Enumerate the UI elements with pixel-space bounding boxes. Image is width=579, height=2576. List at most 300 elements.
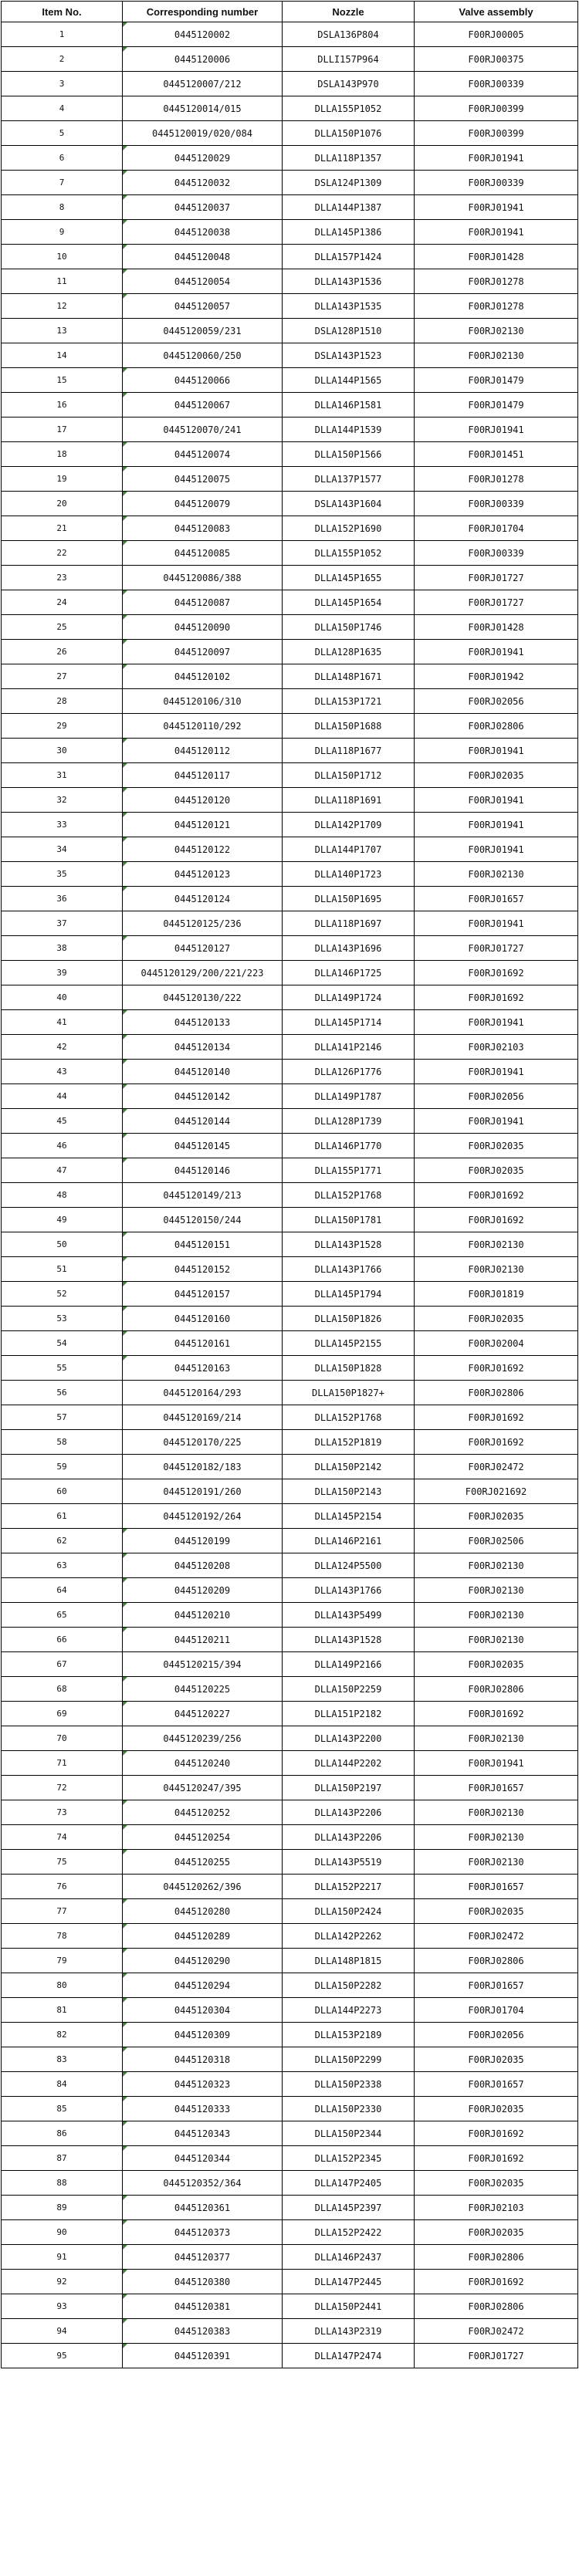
table-row bbox=[2, 1973, 578, 1998]
valve-assembly-cell: F00RJ01941 bbox=[415, 813, 578, 837]
table-row bbox=[2, 442, 578, 467]
table-row bbox=[2, 467, 578, 492]
table-row bbox=[2, 2023, 578, 2047]
table-row bbox=[2, 911, 578, 936]
item-no-cell: 57 bbox=[2, 1405, 123, 1430]
valve-assembly-cell: F00RJ01692 bbox=[415, 2121, 578, 2146]
table-row bbox=[2, 1504, 578, 1529]
corresponding-number-cell: 0445120255 bbox=[123, 1850, 283, 1875]
table-row bbox=[2, 1405, 578, 1430]
valve-assembly-cell: F00RJ00399 bbox=[415, 121, 578, 146]
table-row bbox=[2, 1356, 578, 1381]
table-row bbox=[2, 1430, 578, 1455]
valve-assembly-cell: F00RJ02130 bbox=[415, 1578, 578, 1603]
table-row bbox=[2, 1134, 578, 1158]
nozzle-cell: DLLA150P1781 bbox=[283, 1208, 415, 1232]
nozzle-cell: DLLA143P1528 bbox=[283, 1628, 415, 1652]
nozzle-cell: DLLI157P964 bbox=[283, 47, 415, 72]
nozzle-cell: DLLA153P2189 bbox=[283, 2023, 415, 2047]
item-no-cell: 22 bbox=[2, 541, 123, 566]
table-row bbox=[2, 1899, 578, 1924]
corresponding-number-cell: 0445120144 bbox=[123, 1109, 283, 1134]
table-row bbox=[2, 1553, 578, 1578]
nozzle-cell: DLLA152P2345 bbox=[283, 2146, 415, 2171]
nozzle-cell: DLLA152P1690 bbox=[283, 516, 415, 541]
table-row bbox=[2, 1109, 578, 1134]
corresponding-number-cell: 0445120074 bbox=[123, 442, 283, 467]
table-row bbox=[2, 1726, 578, 1751]
table-row bbox=[2, 1479, 578, 1504]
nozzle-cell: DLLA146P2437 bbox=[283, 2245, 415, 2270]
item-no-cell: 11 bbox=[2, 269, 123, 294]
nozzle-cell: DLLA150P1076 bbox=[283, 121, 415, 146]
nozzle-cell: DLLA155P1771 bbox=[283, 1158, 415, 1183]
nozzle-cell: DLLA118P1677 bbox=[283, 739, 415, 763]
corresponding-number-cell: 0445120133 bbox=[123, 1010, 283, 1035]
corresponding-number-cell: 0445120037 bbox=[123, 195, 283, 220]
item-no-cell: 54 bbox=[2, 1331, 123, 1356]
corresponding-number-cell: 0445120240 bbox=[123, 1751, 283, 1776]
nozzle-cell: DLLA152P1768 bbox=[283, 1183, 415, 1208]
nozzle-cell: DLLA143P1535 bbox=[283, 294, 415, 319]
item-no-cell: 17 bbox=[2, 418, 123, 442]
nozzle-cell: DLLA150P2424 bbox=[283, 1899, 415, 1924]
valve-assembly-cell: F00RJ01692 bbox=[415, 1702, 578, 1726]
nozzle-cell: DLLA150P2143 bbox=[283, 1479, 415, 1504]
item-no-cell: 70 bbox=[2, 1726, 123, 1751]
valve-assembly-cell: F00RJ02035 bbox=[415, 1504, 578, 1529]
corresponding-number-cell: 0445120157 bbox=[123, 1282, 283, 1307]
item-no-cell: 47 bbox=[2, 1158, 123, 1183]
item-no-cell: 78 bbox=[2, 1924, 123, 1949]
corresponding-number-cell: 0445120090 bbox=[123, 615, 283, 640]
valve-assembly-cell: F00RJ02035 bbox=[415, 1899, 578, 1924]
nozzle-cell: DLLA155P1052 bbox=[283, 541, 415, 566]
item-no-cell: 19 bbox=[2, 467, 123, 492]
nozzle-cell: DLLA146P2161 bbox=[283, 1529, 415, 1553]
nozzle-cell: DLLA150P1828 bbox=[283, 1356, 415, 1381]
table-row bbox=[2, 1010, 578, 1035]
table-row bbox=[2, 319, 578, 343]
corresponding-number-cell: 0445120215/394 bbox=[123, 1652, 283, 1677]
table-row bbox=[2, 2121, 578, 2146]
item-no-cell: 38 bbox=[2, 936, 123, 961]
nozzle-cell: DLLA142P1709 bbox=[283, 813, 415, 837]
nozzle-cell: DLLA128P1739 bbox=[283, 1109, 415, 1134]
corresponding-number-cell: 0445120333 bbox=[123, 2097, 283, 2121]
valve-assembly-cell: F00RJ00375 bbox=[415, 47, 578, 72]
corresponding-number-cell: 0445120120 bbox=[123, 788, 283, 813]
corresponding-number-cell: 0445120191/260 bbox=[123, 1479, 283, 1504]
valve-assembly-cell: F00RJ02035 bbox=[415, 2047, 578, 2072]
table-row bbox=[2, 1949, 578, 1973]
nozzle-cell: DLLA150P1826 bbox=[283, 1307, 415, 1331]
corresponding-number-cell: 0445120294 bbox=[123, 1973, 283, 1998]
corresponding-number-cell: 0445120127 bbox=[123, 936, 283, 961]
table-row bbox=[2, 1677, 578, 1702]
corresponding-number-cell: 0445120170/225 bbox=[123, 1430, 283, 1455]
item-no-cell: 85 bbox=[2, 2097, 123, 2121]
table-row bbox=[2, 985, 578, 1010]
item-no-cell: 27 bbox=[2, 664, 123, 689]
table-row bbox=[2, 1307, 578, 1331]
valve-assembly-cell: F00RJ02035 bbox=[415, 763, 578, 788]
table-row bbox=[2, 1702, 578, 1726]
corresponding-number-cell: 0445120262/396 bbox=[123, 1875, 283, 1899]
table-row bbox=[2, 788, 578, 813]
corresponding-number-cell: 0445120239/256 bbox=[123, 1726, 283, 1751]
valve-assembly-cell: F00RJ01941 bbox=[415, 220, 578, 245]
table-row bbox=[2, 1800, 578, 1825]
header-corresponding-number: Corresponding number bbox=[123, 2, 283, 22]
valve-assembly-cell: F00RJ01941 bbox=[415, 640, 578, 664]
valve-assembly-cell: F00RJ01942 bbox=[415, 664, 578, 689]
corresponding-number-cell: 0445120352/364 bbox=[123, 2171, 283, 2196]
table-row bbox=[2, 492, 578, 516]
valve-assembly-cell: F00RJ01657 bbox=[415, 1973, 578, 1998]
corresponding-number-cell: 0445120007/212 bbox=[123, 72, 283, 96]
valve-assembly-cell: F00RJ021692 bbox=[415, 1479, 578, 1504]
item-no-cell: 84 bbox=[2, 2072, 123, 2097]
corresponding-number-cell: 0445120087 bbox=[123, 590, 283, 615]
valve-assembly-cell: F00RJ01692 bbox=[415, 1430, 578, 1455]
item-no-cell: 48 bbox=[2, 1183, 123, 1208]
item-no-cell: 82 bbox=[2, 2023, 123, 2047]
table-row bbox=[2, 1875, 578, 1899]
valve-assembly-cell: F00RJ02130 bbox=[415, 862, 578, 887]
table-row bbox=[2, 368, 578, 393]
corresponding-number-cell: 0445120054 bbox=[123, 269, 283, 294]
table-row bbox=[2, 1924, 578, 1949]
nozzle-cell: DLLA149P1724 bbox=[283, 985, 415, 1010]
corresponding-number-cell: 0445120048 bbox=[123, 245, 283, 269]
table-row bbox=[2, 22, 578, 47]
valve-assembly-cell: F00RJ02130 bbox=[415, 319, 578, 343]
nozzle-cell: DLLA153P1721 bbox=[283, 689, 415, 714]
valve-assembly-cell: F00RJ02035 bbox=[415, 1307, 578, 1331]
table-row bbox=[2, 245, 578, 269]
item-no-cell: 58 bbox=[2, 1430, 123, 1455]
corresponding-number-cell: 0445120106/310 bbox=[123, 689, 283, 714]
table-row bbox=[2, 2319, 578, 2344]
table-row bbox=[2, 640, 578, 664]
table-row bbox=[2, 1257, 578, 1282]
corresponding-number-cell: 0445120304 bbox=[123, 1998, 283, 2023]
table-row bbox=[2, 393, 578, 418]
nozzle-cell: DLLA143P5519 bbox=[283, 1850, 415, 1875]
valve-assembly-cell: F00RJ01727 bbox=[415, 566, 578, 590]
nozzle-cell: DLLA145P1654 bbox=[283, 590, 415, 615]
corresponding-number-cell: 0445120151 bbox=[123, 1232, 283, 1257]
item-no-cell: 20 bbox=[2, 492, 123, 516]
item-no-cell: 90 bbox=[2, 2220, 123, 2245]
header-row bbox=[2, 2, 578, 22]
table-row bbox=[2, 590, 578, 615]
valve-assembly-cell: F00RJ01941 bbox=[415, 1010, 578, 1035]
corresponding-number-cell: 0445120208 bbox=[123, 1553, 283, 1578]
valve-assembly-cell: F00RJ02130 bbox=[415, 1628, 578, 1652]
corresponding-number-cell: 0445120247/395 bbox=[123, 1776, 283, 1800]
nozzle-cell: DSLA143P1523 bbox=[283, 343, 415, 368]
valve-assembly-cell: F00RJ02056 bbox=[415, 689, 578, 714]
parts-table bbox=[1, 1, 578, 2368]
item-no-cell: 33 bbox=[2, 813, 123, 837]
item-no-cell: 41 bbox=[2, 1010, 123, 1035]
table-row bbox=[2, 1825, 578, 1850]
item-no-cell: 87 bbox=[2, 2146, 123, 2171]
table-row bbox=[2, 1652, 578, 1677]
item-no-cell: 49 bbox=[2, 1208, 123, 1232]
table-row bbox=[2, 1232, 578, 1257]
valve-assembly-cell: F00RJ02506 bbox=[415, 1529, 578, 1553]
item-no-cell: 79 bbox=[2, 1949, 123, 1973]
corresponding-number-cell: 0445120125/236 bbox=[123, 911, 283, 936]
table-row bbox=[2, 615, 578, 640]
corresponding-number-cell: 0445120209 bbox=[123, 1578, 283, 1603]
valve-assembly-cell: F00RJ01819 bbox=[415, 1282, 578, 1307]
table-row bbox=[2, 343, 578, 368]
table-row bbox=[2, 2146, 578, 2171]
item-no-cell: 83 bbox=[2, 2047, 123, 2072]
item-no-cell: 45 bbox=[2, 1109, 123, 1134]
valve-assembly-cell: F00RJ01278 bbox=[415, 294, 578, 319]
item-no-cell: 61 bbox=[2, 1504, 123, 1529]
corresponding-number-cell: 0445120057 bbox=[123, 294, 283, 319]
nozzle-cell: DLLA143P1766 bbox=[283, 1257, 415, 1282]
item-no-cell: 44 bbox=[2, 1084, 123, 1109]
item-no-cell: 21 bbox=[2, 516, 123, 541]
item-no-cell: 53 bbox=[2, 1307, 123, 1331]
valve-assembly-cell: F00RJ02806 bbox=[415, 1949, 578, 1973]
nozzle-cell: DLLA146P1725 bbox=[283, 961, 415, 985]
table-row bbox=[2, 2270, 578, 2294]
nozzle-cell: DLLA137P1577 bbox=[283, 467, 415, 492]
header-nozzle: Nozzle bbox=[283, 2, 415, 22]
item-no-cell: 40 bbox=[2, 985, 123, 1010]
table-row bbox=[2, 1529, 578, 1553]
valve-assembly-cell: F00RJ01278 bbox=[415, 269, 578, 294]
valve-assembly-cell: F00RJ02130 bbox=[415, 1232, 578, 1257]
item-no-cell: 64 bbox=[2, 1578, 123, 1603]
nozzle-cell: DLLA144P2202 bbox=[283, 1751, 415, 1776]
nozzle-cell: DLLA148P1671 bbox=[283, 664, 415, 689]
nozzle-cell: DLLA140P1723 bbox=[283, 862, 415, 887]
nozzle-cell: DLLA150P2259 bbox=[283, 1677, 415, 1702]
nozzle-cell: DLLA143P2319 bbox=[283, 2319, 415, 2344]
nozzle-cell: DLLA149P2166 bbox=[283, 1652, 415, 1677]
valve-assembly-cell: F00RJ02130 bbox=[415, 1825, 578, 1850]
nozzle-cell: DLLA144P1539 bbox=[283, 418, 415, 442]
nozzle-cell: DLLA145P2154 bbox=[283, 1504, 415, 1529]
nozzle-cell: DLLA147P2474 bbox=[283, 2344, 415, 2368]
item-no-cell: 32 bbox=[2, 788, 123, 813]
valve-assembly-cell: F00RJ02130 bbox=[415, 1800, 578, 1825]
table-row bbox=[2, 516, 578, 541]
valve-assembly-cell: F00RJ01704 bbox=[415, 516, 578, 541]
item-no-cell: 24 bbox=[2, 590, 123, 615]
corresponding-number-cell: 0445120280 bbox=[123, 1899, 283, 1924]
valve-assembly-cell: F00RJ01428 bbox=[415, 615, 578, 640]
valve-assembly-cell: F00RJ01727 bbox=[415, 936, 578, 961]
corresponding-number-cell: 0445120227 bbox=[123, 1702, 283, 1726]
valve-assembly-cell: F00RJ01692 bbox=[415, 2270, 578, 2294]
corresponding-number-cell: 0445120210 bbox=[123, 1603, 283, 1628]
valve-assembly-cell: F00RJ01941 bbox=[415, 1751, 578, 1776]
table-row bbox=[2, 146, 578, 171]
valve-assembly-cell: F00RJ01479 bbox=[415, 393, 578, 418]
nozzle-cell: DLLA150P2282 bbox=[283, 1973, 415, 1998]
nozzle-cell: DLLA143P1696 bbox=[283, 936, 415, 961]
table-row bbox=[2, 96, 578, 121]
item-no-cell: 55 bbox=[2, 1356, 123, 1381]
item-no-cell: 91 bbox=[2, 2245, 123, 2270]
table-row bbox=[2, 2072, 578, 2097]
nozzle-cell: DLLA124P5500 bbox=[283, 1553, 415, 1578]
valve-assembly-cell: F00RJ01692 bbox=[415, 1356, 578, 1381]
valve-assembly-cell: F00RJ02056 bbox=[415, 2023, 578, 2047]
table-row bbox=[2, 2220, 578, 2245]
item-no-cell: 72 bbox=[2, 1776, 123, 1800]
table-row bbox=[2, 418, 578, 442]
corresponding-number-cell: 0445120130/222 bbox=[123, 985, 283, 1010]
nozzle-cell: DLLA150P2299 bbox=[283, 2047, 415, 2072]
corresponding-number-cell: 0445120309 bbox=[123, 2023, 283, 2047]
valve-assembly-cell: F00RJ00005 bbox=[415, 22, 578, 47]
table-row bbox=[2, 1998, 578, 2023]
corresponding-number-cell: 0445120145 bbox=[123, 1134, 283, 1158]
nozzle-cell: DLLA143P2206 bbox=[283, 1825, 415, 1850]
valve-assembly-cell: F00RJ01657 bbox=[415, 1875, 578, 1899]
nozzle-cell: DLLA147P2405 bbox=[283, 2171, 415, 2196]
corresponding-number-cell: 0445120381 bbox=[123, 2294, 283, 2319]
nozzle-cell: DLLA147P2445 bbox=[283, 2270, 415, 2294]
valve-assembly-cell: F00RJ00339 bbox=[415, 492, 578, 516]
nozzle-cell: DLLA146P1581 bbox=[283, 393, 415, 418]
nozzle-cell: DSLA143P970 bbox=[283, 72, 415, 96]
item-no-cell: 71 bbox=[2, 1751, 123, 1776]
table-row bbox=[2, 739, 578, 763]
corresponding-number-cell: 0445120117 bbox=[123, 763, 283, 788]
nozzle-cell: DLLA143P2206 bbox=[283, 1800, 415, 1825]
valve-assembly-cell: F00RJ02130 bbox=[415, 1603, 578, 1628]
item-no-cell: 43 bbox=[2, 1060, 123, 1084]
corresponding-number-cell: 0445120122 bbox=[123, 837, 283, 862]
corresponding-number-cell: 0445120029 bbox=[123, 146, 283, 171]
valve-assembly-cell: F00RJ02130 bbox=[415, 1726, 578, 1751]
valve-assembly-cell: F00RJ01479 bbox=[415, 368, 578, 393]
corresponding-number-cell: 0445120067 bbox=[123, 393, 283, 418]
item-no-cell: 37 bbox=[2, 911, 123, 936]
nozzle-cell: DLLA143P1536 bbox=[283, 269, 415, 294]
item-no-cell: 66 bbox=[2, 1628, 123, 1652]
nozzle-cell: DLLA143P1528 bbox=[283, 1232, 415, 1257]
corresponding-number-cell: 0445120361 bbox=[123, 2196, 283, 2220]
table-row bbox=[2, 1331, 578, 1356]
corresponding-number-cell: 0445120140 bbox=[123, 1060, 283, 1084]
table-row bbox=[2, 2047, 578, 2072]
valve-assembly-cell: F00RJ01727 bbox=[415, 590, 578, 615]
nozzle-cell: DLLA145P2155 bbox=[283, 1331, 415, 1356]
table-row bbox=[2, 195, 578, 220]
valve-assembly-cell: F00RJ02130 bbox=[415, 1850, 578, 1875]
table-row bbox=[2, 1183, 578, 1208]
table-row bbox=[2, 171, 578, 195]
table-row bbox=[2, 1158, 578, 1183]
nozzle-cell: DLLA155P1052 bbox=[283, 96, 415, 121]
corresponding-number-cell: 0445120146 bbox=[123, 1158, 283, 1183]
table-row bbox=[2, 714, 578, 739]
corresponding-number-cell: 0445120192/264 bbox=[123, 1504, 283, 1529]
corresponding-number-cell: 0445120150/244 bbox=[123, 1208, 283, 1232]
item-no-cell: 69 bbox=[2, 1702, 123, 1726]
corresponding-number-cell: 0445120079 bbox=[123, 492, 283, 516]
item-no-cell: 13 bbox=[2, 319, 123, 343]
item-no-cell: 86 bbox=[2, 2121, 123, 2146]
item-no-cell: 5 bbox=[2, 121, 123, 146]
item-no-cell: 29 bbox=[2, 714, 123, 739]
valve-assembly-cell: F00RJ00339 bbox=[415, 171, 578, 195]
item-no-cell: 80 bbox=[2, 1973, 123, 1998]
item-no-cell: 34 bbox=[2, 837, 123, 862]
corresponding-number-cell: 0445120163 bbox=[123, 1356, 283, 1381]
corresponding-number-cell: 0445120160 bbox=[123, 1307, 283, 1331]
item-no-cell: 74 bbox=[2, 1825, 123, 1850]
corresponding-number-cell: 0445120289 bbox=[123, 1924, 283, 1949]
header-valve-assembly: Valve assembly bbox=[415, 2, 578, 22]
nozzle-cell: DLLA118P1357 bbox=[283, 146, 415, 171]
item-no-cell: 36 bbox=[2, 887, 123, 911]
item-no-cell: 63 bbox=[2, 1553, 123, 1578]
valve-assembly-cell: F00RJ01692 bbox=[415, 1405, 578, 1430]
table-row bbox=[2, 1282, 578, 1307]
nozzle-cell: DLLA143P1766 bbox=[283, 1578, 415, 1603]
item-no-cell: 92 bbox=[2, 2270, 123, 2294]
table-row bbox=[2, 813, 578, 837]
table-row bbox=[2, 2294, 578, 2319]
item-no-cell: 39 bbox=[2, 961, 123, 985]
valve-assembly-cell: F00RJ01451 bbox=[415, 442, 578, 467]
item-no-cell: 94 bbox=[2, 2319, 123, 2344]
nozzle-cell: DLLA149P1787 bbox=[283, 1084, 415, 1109]
item-no-cell: 52 bbox=[2, 1282, 123, 1307]
item-no-cell: 15 bbox=[2, 368, 123, 393]
table-row bbox=[2, 1776, 578, 1800]
valve-assembly-cell: F00RJ01278 bbox=[415, 467, 578, 492]
table-row bbox=[2, 2245, 578, 2270]
item-no-cell: 35 bbox=[2, 862, 123, 887]
corresponding-number-cell: 0445120344 bbox=[123, 2146, 283, 2171]
item-no-cell: 77 bbox=[2, 1899, 123, 1924]
item-no-cell: 75 bbox=[2, 1850, 123, 1875]
valve-assembly-cell: F00RJ00399 bbox=[415, 96, 578, 121]
table-row bbox=[2, 936, 578, 961]
valve-assembly-cell: F00RJ01941 bbox=[415, 739, 578, 763]
nozzle-cell: DLLA144P1565 bbox=[283, 368, 415, 393]
item-no-cell: 14 bbox=[2, 343, 123, 368]
table-row bbox=[2, 2196, 578, 2220]
item-no-cell: 6 bbox=[2, 146, 123, 171]
corresponding-number-cell: 0445120343 bbox=[123, 2121, 283, 2146]
item-no-cell: 18 bbox=[2, 442, 123, 467]
nozzle-cell: DSLA143P1604 bbox=[283, 492, 415, 516]
corresponding-number-cell: 0445120121 bbox=[123, 813, 283, 837]
corresponding-number-cell: 0445120169/214 bbox=[123, 1405, 283, 1430]
item-no-cell: 23 bbox=[2, 566, 123, 590]
valve-assembly-cell: F00RJ02130 bbox=[415, 1257, 578, 1282]
table-row bbox=[2, 2171, 578, 2196]
item-no-cell: 26 bbox=[2, 640, 123, 664]
table-row bbox=[2, 1603, 578, 1628]
